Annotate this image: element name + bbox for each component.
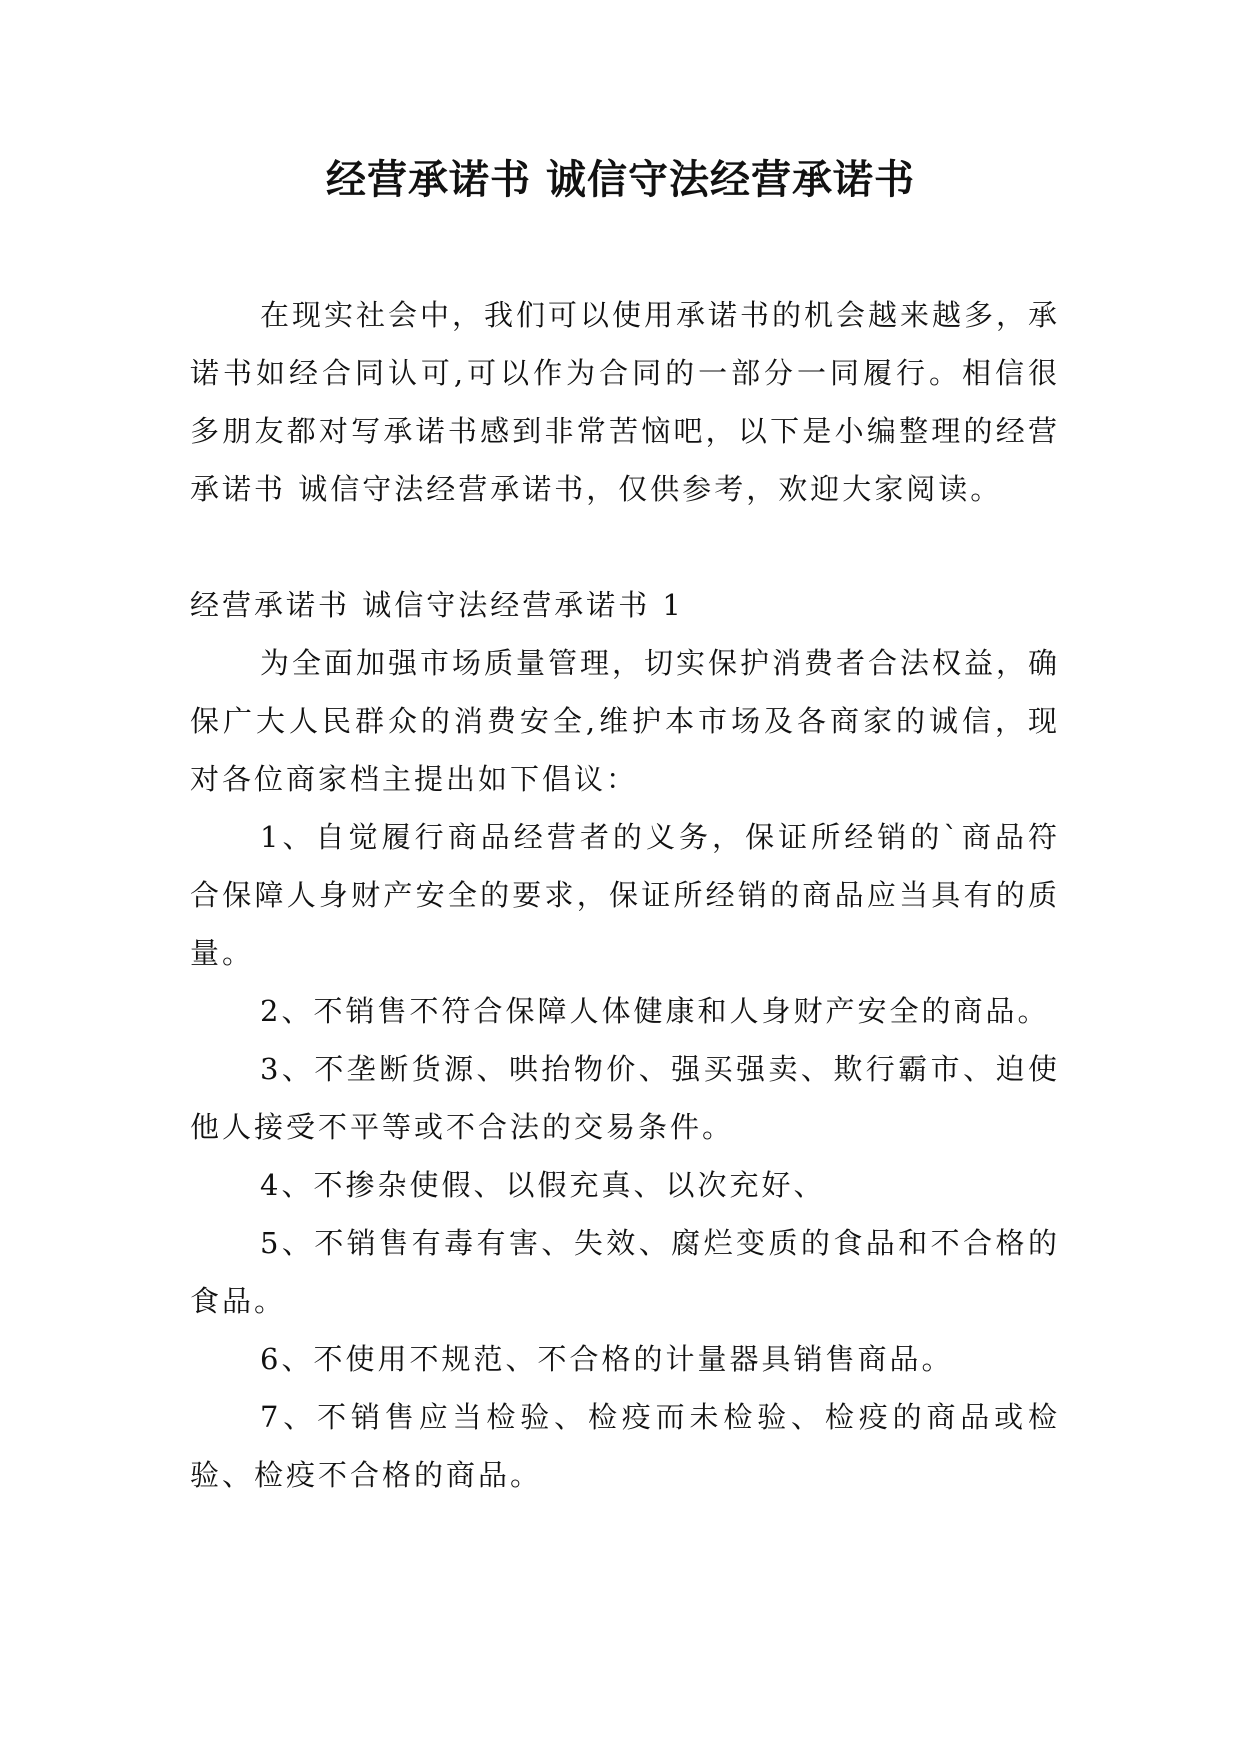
body-paragraph: 7、不销售应当检验、检疫而未检验、检疫的商品或检验、检疫不合格的商品。 (190, 1400, 1060, 1492)
body-paragraph: 5、不销售有毒有害、失效、腐烂变质的食品和不合格的食品。 (190, 1226, 1060, 1318)
section-title: 经营承诺书 诚信守法经营承诺书 1 (190, 588, 684, 622)
body-paragraph: 6、不使用不规范、不合格的计量器具销售商品。 (260, 1342, 954, 1376)
body-paragraph: 3、不垄断货源、哄抬物价、强买强卖、欺行霸市、迫使他人接受不平等或不合法的交易条件。 (190, 1052, 1060, 1144)
body-paragraph: 4、不掺杂使假、以假充真、以次充好、 (260, 1168, 826, 1202)
body-paragraph: 为全面加强市场质量管理，切实保护消费者合法权益，确保广大人民群众的消费安全,维护本市场及各商家的诚信，现对各位商家档主提出如下倡议： (190, 646, 1061, 796)
body-paragraph: 1、自觉履行商品经营者的义务，保证所经销的`商品符合保障人身财产安全的要求，保证所经销的商品应当具有的质量。 (190, 820, 1060, 970)
intro-paragraph: 在现实社会中，我们可以使用承诺书的机会越来越多，承诺书如经合同认可,可以作为合同的一部分一同履行。相信很多朋友都对写承诺书感到非常苦恼吧，以下是小编整理的经营承诺书 诚信守法经营承诺书，仅供参考，欢迎大家阅读。 (190, 298, 1061, 506)
document-title: 经营承诺书 诚信守法经营承诺书 (326, 156, 915, 203)
body-paragraph: 2、不销售不符合保障人体健康和人身财产安全的商品。 (260, 994, 1050, 1028)
document-body (190, 286, 1060, 1504)
